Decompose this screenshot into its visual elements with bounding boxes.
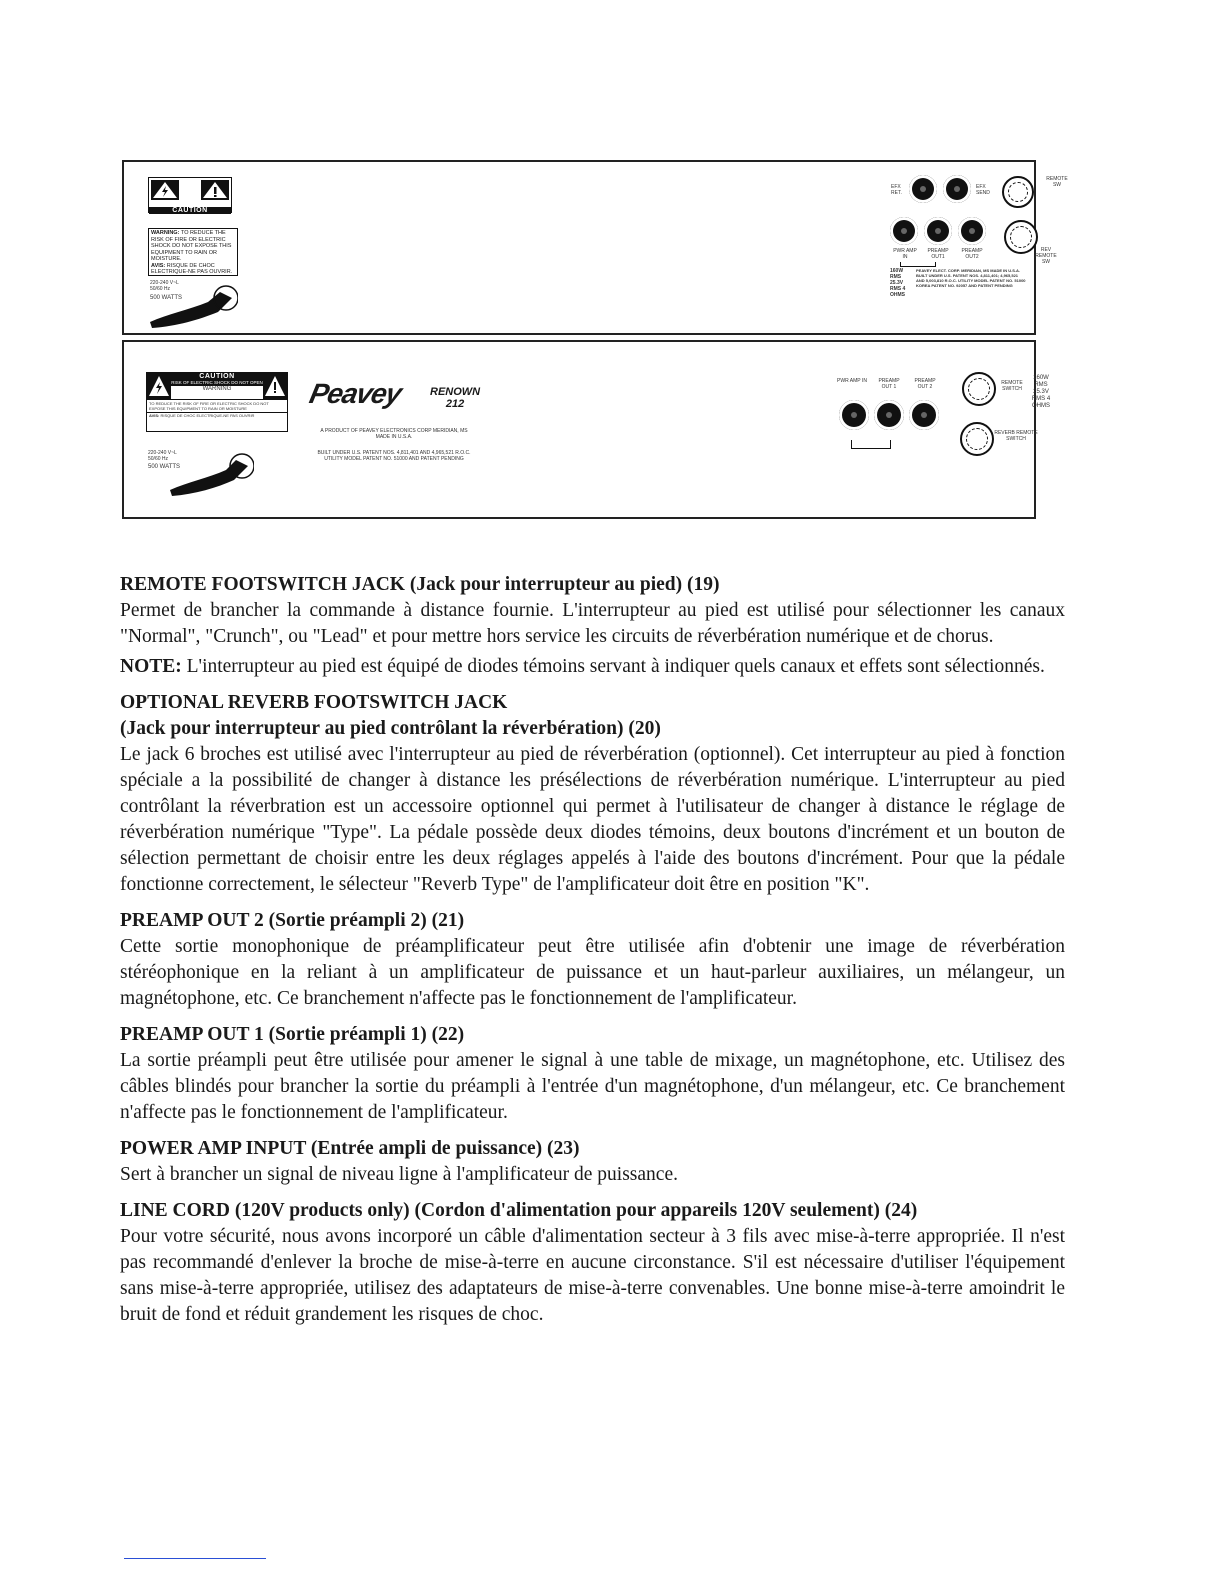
- fine-print: PEAVEY ELECT. CORP. MERIDIAN, MS MADE IN U.S.A. BUILT UNDER U.S. PATENT NOS. 4,811,401; 4,965,521 AND 5,003,810 R.O.C. UTILITY MODEL PATENT NO. 51000 KOREA PATENT NO. 92057 AND PATENT PENDING: [916, 268, 1026, 288]
- section-preamp-out2: [120, 908, 1065, 1012]
- reverb-remote-label: REVERB REMOTE SWITCH: [994, 430, 1038, 442]
- document-body: [120, 572, 1065, 1338]
- efx-ret-label: EFX RET.: [891, 184, 902, 196]
- preamp-out1-label: PREAMP OUT 1: [878, 378, 900, 390]
- caution-text: CAUTION: [149, 207, 231, 214]
- section-body: Permet de brancher la commande à distance fournie. L'interrupteur au pied est utilisé pour sélectionner les canaux "Normal", "Crunch", ou "Lead" et pour mettre hors service les circuits de réverbération numérique et de chorus.: [120, 600, 1065, 647]
- preamp-out1-label: PREAMP OUT1: [927, 248, 949, 260]
- remote-switch-label: REMOTE SWITCH: [1001, 380, 1023, 392]
- rev-remote-din-jack[interactable]: [1004, 220, 1038, 254]
- section-title: OPTIONAL REVERB FOOTSWITCH JACK: [120, 692, 508, 713]
- loop-bracket: [851, 440, 891, 449]
- section-subtitle: (Jack pour interrupteur au pied contrôlant la réverbération) (20): [120, 718, 661, 739]
- warning-heading: WARNING: [202, 385, 232, 392]
- preamp-out2-jack[interactable]: [909, 400, 939, 430]
- bottom-rear-panel-diagram: [122, 340, 1036, 519]
- remote-switch-din-jack[interactable]: [962, 372, 996, 406]
- power-spec: 220-240 V~L 50/60 Hz: [150, 280, 179, 292]
- preamp-out2-label: PREAMP OUT2: [961, 248, 983, 260]
- section-body: Le jack 6 broches est utilisé avec l'interrupteur au pied de réverbération (optionnel). Cet interrupteur au pied à fonction spéciale a la possibilité de changer à distance les présélections de réverbération numérique. L'interrupteur au pied contrôlant la réverbration est un accessoire optionnel qui permet à l'utilisateur de changer à distance le réglage de réverbération numérique "Type". La pédale possède deux diodes témoins, deux boutons d'incrément et un bouton de sélection permettant de choisir entre les deux réglages appelés à l'aide des boutons d'incrément. Pour que la pédale fonctionne correctement, le sélecteur "Reverb Type" de l'amplificateur doit être en position "K".: [120, 744, 1065, 895]
- caution-text: CAUTION: [171, 373, 263, 380]
- section-title: LINE CORD (120V products only) (Cordon d'alimentation pour appareils 120V seulement) (24): [120, 1200, 918, 1221]
- line-cord-icon: [164, 442, 254, 498]
- caution-sub: RISK OF ELECTRIC SHOCK DO NOT OPEN: [171, 380, 263, 385]
- note-block: [120, 654, 1065, 680]
- reverb-remote-din-jack[interactable]: [960, 422, 994, 456]
- line-cord-icon: [148, 274, 238, 330]
- remote-sw-din-jack[interactable]: [1002, 176, 1034, 208]
- warning-text: TO REDUCE THE RISK OF FIRE OR ELECTRIC SHOCK DO NOT EXPOSE THIS EQUIPMENT TO RAIN OR MOISTURE: [147, 399, 287, 412]
- section-power-amp-input: [120, 1136, 1065, 1188]
- power-spec: 220-240 V~L 50/60 Hz: [148, 450, 177, 462]
- preamp-out2-label: PREAMP OUT 2: [914, 378, 936, 390]
- section-line-cord: [120, 1198, 1065, 1328]
- watts-label: 500 WATTS: [148, 464, 181, 470]
- preamp-out1-jack[interactable]: [924, 217, 952, 245]
- pwr-amp-in-label: PWR AMP IN: [893, 248, 917, 260]
- avis-label: AVIS:: [151, 262, 166, 269]
- caution-label: [148, 177, 232, 213]
- avis-text: RISQUE DE CHOC ELECTRIQUE-NE PAS OUVRIR: [160, 413, 255, 418]
- peavey-logo: Peavey: [306, 378, 404, 409]
- footnote-rule: [124, 1558, 266, 1559]
- rating-label: 160W RMS 25.3V RMS 4 OHMS: [890, 268, 906, 298]
- model-number: 212: [445, 398, 465, 410]
- efx-send-label: EFX SEND: [976, 184, 990, 196]
- section-reverb-footswitch: [120, 690, 1065, 898]
- patents-text: BUILT UNDER U.S. PATENT NOS. 4,811,401 AND 4,965,521 R.O.C. UTILITY MODEL PATENT NO. 51000 AND PATENT PENDING: [317, 450, 471, 462]
- warning-triangle-icon: [149, 178, 231, 202]
- section-title: PREAMP OUT 2 (Sortie préampli 2) (21): [120, 910, 465, 931]
- pwr-amp-in-label: PWR AMP IN: [837, 378, 867, 384]
- warning-box: [148, 228, 238, 276]
- section-title: PREAMP OUT 1 (Sortie préampli 1) (22): [120, 1024, 465, 1045]
- section-body: La sortie préampli peut être utilisée pour amener le signal à une table de mixage, un magnétophone, etc. Utilisez des câbles blindés pour brancher la sortie du préampli à l'entrée d'un magnétophone, d'un mélangeur, etc. Ce branchement n'affecte pas le fonctionnement de l'amplificateur.: [120, 1050, 1065, 1123]
- warning-text: TO REDUCE THE RISK OF FIRE OR ELECTRIC SHOCK DO NOT EXPOSE THIS EQUIPMENT TO RAIN OR MOISTURE.: [151, 230, 232, 262]
- pwr-amp-in-jack[interactable]: [839, 400, 869, 430]
- section-preamp-out1: [120, 1022, 1065, 1126]
- section-body: Cette sortie monophonique de préamplificateur peut être utilisée afin d'obtenir une image de réverbération stéréophonique en la reliant à un amplificateur de puissance et un haut-parleur auxiliaires, un mélangeur, un magnétophone, etc. Ce branchement n'affecte pas le fonctionnement de l'amplificateur.: [120, 936, 1065, 1009]
- rev-remote-label-outside: REV REMOTE SW: [1035, 247, 1057, 265]
- preamp-out2-jack[interactable]: [958, 217, 986, 245]
- pwr-amp-in-jack[interactable]: [890, 217, 918, 245]
- avis-text: RISQUE DE CHOC ELECTRIQUE-NE PAS OUVRIR.: [151, 262, 233, 275]
- remote-sw-label-outside: REMOTE SW: [1046, 176, 1068, 188]
- lightning-warning-icon: [147, 373, 171, 399]
- top-rear-panel-diagram: [122, 160, 1036, 335]
- note-body: L'interrupteur au pied est équipé de diodes témoins servant à indiquer quels canaux et effets sont sélectionnés.: [186, 656, 1045, 677]
- section-body: Pour votre sécurité, nous avons incorporé un câble d'alimentation secteur à 3 fils avec mise-à-terre appropriée. Il n'est pas recommandé d'enlever la broche de mise-à-terre en aucune circonstance. S'il est nécessaire d'utiliser l'équipement sans mise-à-terre appropriée, utilisez des adaptateurs de mise-à-terre convenables. Une bonne mise-à-terre amoindrit le bruit de fond et réduit grandement les risques de choc.: [120, 1226, 1065, 1325]
- rating-label-outside: 160W RMS 25.3V RMS 4 OHMS: [1031, 375, 1051, 409]
- model-name: RENOWN: [430, 386, 481, 398]
- watts-label: 500 WATTS: [150, 295, 183, 301]
- preamp-out1-jack[interactable]: [874, 400, 904, 430]
- exclamation-warning-icon: [263, 373, 287, 399]
- avis-label: AVIS:: [149, 413, 160, 418]
- section-title: REMOTE FOOTSWITCH JACK (Jack pour interrupteur au pied) (19): [120, 574, 720, 595]
- section-remote-footswitch: [120, 572, 1065, 650]
- product-of-text: A PRODUCT OF PEAVEY ELECTRONICS CORP MERIDIAN, MS MADE IN U.S.A.: [320, 428, 468, 440]
- efx-send-jack[interactable]: [943, 175, 971, 203]
- section-body: Sert à brancher un signal de niveau ligne à l'amplificateur de puissance.: [120, 1164, 678, 1185]
- efx-return-jack[interactable]: [909, 175, 937, 203]
- loop-bracket: [900, 262, 936, 267]
- note-label: NOTE:: [120, 656, 182, 677]
- warning-label: WARNING:: [151, 230, 180, 236]
- avis-line: [147, 412, 287, 418]
- section-title: POWER AMP INPUT (Entrée ampli de puissance) (23): [120, 1138, 580, 1159]
- caution-label: [146, 372, 288, 432]
- model-block: [430, 386, 480, 410]
